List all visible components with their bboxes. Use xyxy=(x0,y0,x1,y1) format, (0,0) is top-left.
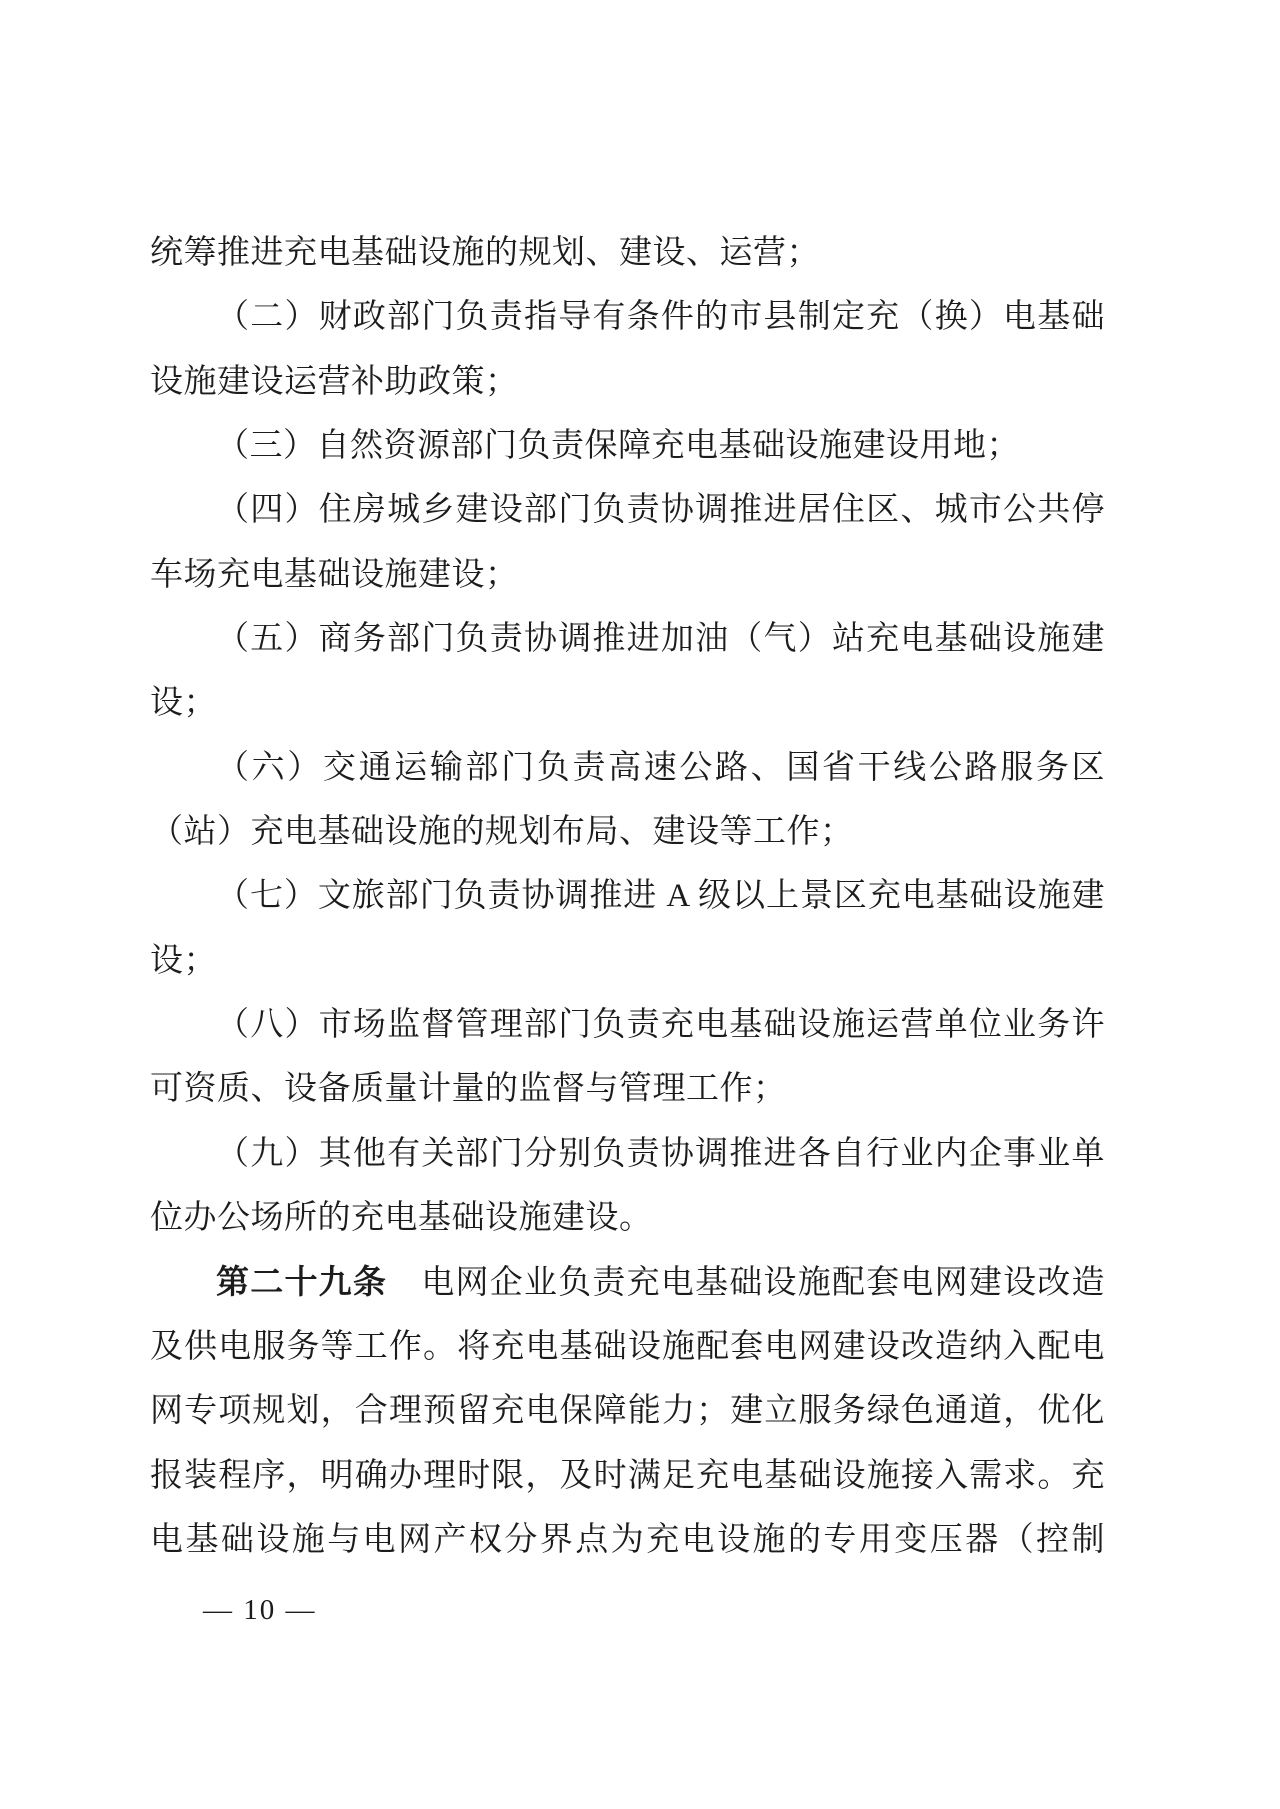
document-line: 设； xyxy=(150,685,217,722)
document-line: 设； xyxy=(150,942,217,979)
document-line: 可资质、设备质量计量的监督与管理工作； xyxy=(150,1071,787,1108)
document-line: 及供电服务等工作。将充电基础设施配套电网建设改造纳入配电 xyxy=(150,1328,1105,1365)
document-line: （二）财政部门负责指导有条件的市县制定充（换）电基础 xyxy=(216,299,1105,336)
document-line: （八）市场监督管理部门负责充电基础设施运营单位业务许 xyxy=(216,1007,1105,1044)
document-line: （七）文旅部门负责协调推进 A 级以上景区充电基础设施建 xyxy=(216,878,1105,915)
document-line: （五）商务部门负责协调推进加油（气）站充电基础设施建 xyxy=(216,621,1105,658)
document-line: 设施建设运营补助政策； xyxy=(150,363,519,400)
document-line: 车场充电基础设施建设； xyxy=(150,556,519,593)
document-line: 报装程序，明确办理时限，及时满足充电基础设施接入需求。充 xyxy=(150,1457,1105,1494)
document-line: 统筹推进充电基础设施的规划、建设、运营； xyxy=(150,235,820,271)
text-block xyxy=(150,221,1105,1572)
document-line: 电基础设施与电网产权分界点为充电设施的专用变压器（控制 xyxy=(150,1521,1105,1558)
document-line: （六）交通运输部门负责高速公路、国省干线公路服务区 xyxy=(216,749,1105,786)
article-number-label: 第二十九条 xyxy=(216,1264,388,1301)
document-line: （三）自然资源部门负责保障充电基础设施建设用地； xyxy=(216,428,1020,465)
document-line: 网专项规划，合理预留充电保障能力；建立服务绿色通道，优化 xyxy=(150,1393,1105,1430)
document-line: （四）住房城乡建设部门负责协调推进居住区、城市公共停 xyxy=(216,492,1105,529)
document-line: 位办公场所的充电基础设施建设。 xyxy=(150,1200,653,1237)
document-line: （九）其他有关部门分别负责协调推进各自行业内企事业单 xyxy=(216,1135,1105,1172)
document-line: （站）充电基础设施的规划布局、建设等工作； xyxy=(150,814,854,851)
document-line xyxy=(150,1251,1105,1315)
page-number: — 10 — xyxy=(203,1594,317,1626)
article-lead-text: 电网企业负责充电基础设施配套电网建设改造 xyxy=(387,1264,1106,1301)
